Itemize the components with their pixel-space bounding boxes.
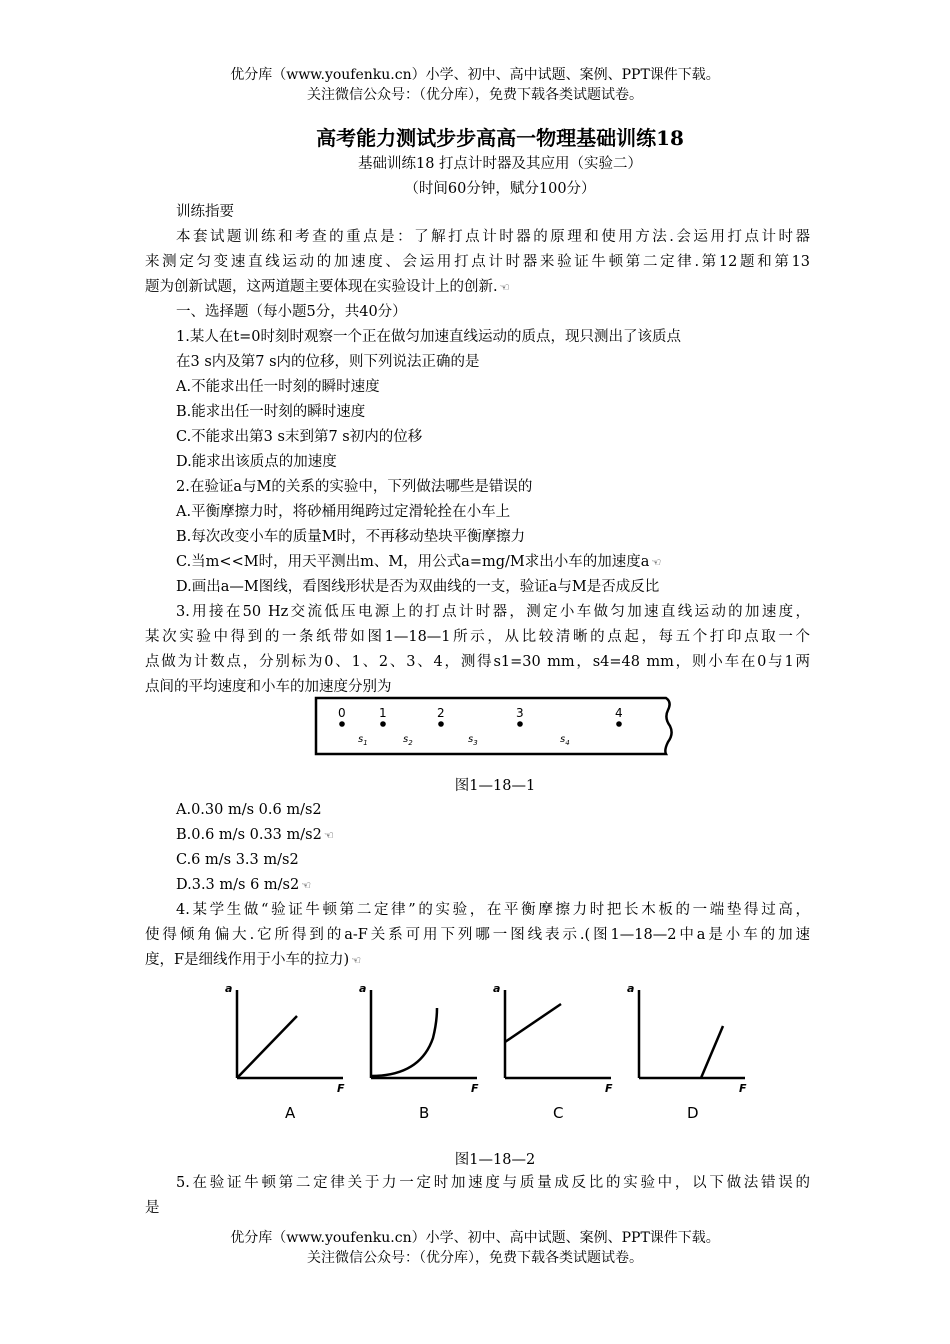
guide-line-3 — [145, 277, 509, 298]
q5-line-2: 是 — [145, 1200, 160, 1216]
q4-line-3 — [145, 950, 361, 971]
graph-d — [639, 990, 745, 1078]
hand-pointer-icon: ☜ — [351, 954, 362, 967]
q2-stem: 2.在验证a与M的关系的实验中，下列做法哪些是错误的 — [176, 479, 533, 495]
q3-line-3: 点做为计数点，分别标为0、1、2、3、4，测得s1=30 mm，s4=48 mm，则小车在0与1两 — [145, 654, 810, 670]
graph-a-x-label: F — [337, 1082, 345, 1095]
graph-b-x-label: F — [471, 1082, 479, 1095]
guide-line-2: 来测定匀变速直线运动的加速度、会运用打点计时器来验证牛顿第二定律.第12题和第13 — [145, 254, 810, 270]
q4-line-1: 4.某学生做“验证牛顿第二定律”的实验，在平衡摩擦力时把长木板的一端垫得过高， — [176, 902, 810, 918]
q2-option-a: A.平衡摩擦力时，将砂桶用绳跨过定滑轮拴在小车上 — [176, 504, 511, 520]
header-line-2: 关注微信公众号：（优分库），免费下载各类试题试卷。 — [307, 87, 643, 103]
graph-b — [371, 990, 477, 1078]
graph-a-line — [237, 1016, 297, 1078]
q3-option-c: C.6 m/s 3.3 m/s2 — [176, 852, 299, 868]
hand-pointer-icon: ☜ — [323, 829, 334, 842]
header-line-1: 优分库（www.youfenku.cn）小学、初中、高中试题、案例、PPT课件下载。 — [230, 67, 720, 83]
graph-c-x-label: F — [605, 1082, 613, 1095]
paper-tape-figure — [310, 694, 680, 758]
figure-2-caption: 图1—18—2 — [454, 1152, 536, 1168]
q1-option-b: B.能求出任一时刻的瞬时速度 — [176, 404, 366, 420]
tape-point-dot-0 — [339, 721, 345, 727]
q3-option-a: A.0.30 m/s 0.6 m/s2 — [176, 802, 322, 818]
tape-point-label-2: 2 — [437, 706, 445, 720]
hand-pointer-icon: ☜ — [301, 879, 312, 892]
section-heading: 一、选择题（每小题5分，共40分） — [176, 304, 407, 320]
graph-c-line — [505, 1004, 561, 1042]
tape-point-dot-4 — [616, 721, 622, 727]
graph-c-label: C — [553, 1104, 564, 1122]
guide-line-1: 本套试题训练和考查的重点是：了解打点计时器的原理和使用方法.会运用打点计时器 — [176, 229, 810, 245]
q1-option-a: A.不能求出任一时刻的瞬时速度 — [176, 379, 380, 395]
q2-option-c — [176, 552, 661, 573]
graph-b-curve — [371, 1008, 437, 1076]
tape-segment-label-1: $s_1$ — [358, 734, 368, 747]
page-subtitle: 基础训练18 打点计时器及其应用（实验二） — [357, 156, 643, 172]
hand-pointer-icon: ☜ — [499, 281, 510, 294]
q2-option-b: B.每次改变小车的质量M时，不再移动垫块平衡摩擦力 — [176, 529, 526, 545]
tape-point-dot-2 — [438, 721, 444, 727]
graph-a-label: A — [285, 1104, 296, 1122]
graph-d-x-label: F — [739, 1082, 747, 1095]
tape-segment-label-2: $s_2$ — [403, 734, 413, 747]
q4-line-3-text: 度，F是细线作用于小车的拉力) — [145, 952, 350, 968]
graph-b-y-label: a — [359, 982, 367, 995]
guide-line-3-text: 题为创新试题，这两道题主要体现在实验设计上的创新. — [145, 279, 498, 295]
q1-option-d: D.能求出该质点的加速度 — [176, 454, 337, 470]
footer-line-1: 优分库（www.youfenku.cn）小学、初中、高中试题、案例、PPT课件下载。 — [230, 1230, 720, 1246]
tape-segment-label-3: $s_3$ — [468, 734, 478, 747]
tape-point-label-4: 4 — [615, 706, 623, 720]
q1-stem-2: 在3 s内及第7 s内的位移，则下列说法正确的是 — [176, 354, 480, 370]
graph-d-label: D — [687, 1104, 699, 1122]
figure-1-caption: 图1—18—1 — [454, 778, 536, 794]
tape-point-dot-1 — [380, 721, 386, 727]
hand-pointer-icon: ☜ — [651, 556, 662, 569]
q2-option-c-text: C.当m<<M时，用天平测出m、M，用公式a=mg/M求出小车的加速度a — [176, 554, 650, 570]
graph-c-y-label: a — [493, 982, 501, 995]
q3-line-1: 3.用接在50 Hz交流低压电源上的打点计时器，测定小车做匀加速直线运动的加速度， — [176, 604, 810, 620]
tape-point-label-1: 1 — [379, 706, 387, 720]
graph-a-y-label: a — [225, 982, 233, 995]
q3-option-b-text: B.0.6 m/s 0.33 m/s2 — [176, 827, 322, 843]
guide-label: 训练指要 — [176, 204, 234, 220]
q3-option-d-text: D.3.3 m/s 6 m/s2 — [176, 877, 300, 893]
tape-segment-label-4: $s_4$ — [560, 734, 570, 747]
q1-option-c: C.不能求出第3 s末到第7 s初内的位移 — [176, 429, 423, 445]
a-f-graphs-figure — [215, 978, 775, 1128]
tape-point-label-0: 0 — [338, 706, 346, 720]
q1-stem-1: 1.某人在t=0时刻时观察一个正在做匀加速直线运动的质点，现只测出了该质点 — [176, 329, 682, 345]
graph-b-label: B — [419, 1104, 430, 1122]
q4-line-2: 使得倾角偏大.它所得到的a-F关系可用下列哪一图线表示.(图1—18—2中a是小车的加速 — [145, 927, 810, 943]
graph-d-y-label: a — [627, 982, 635, 995]
q3-line-2: 某次实验中得到的一条纸带如图1—18—1所示，从比较清晰的点起，每五个打印点取一个 — [145, 629, 810, 645]
footer-line-2: 关注微信公众号：（优分库），免费下载各类试题试卷。 — [307, 1250, 643, 1266]
q3-option-d — [176, 875, 311, 896]
graph-d-line — [701, 1026, 723, 1078]
time-note: （时间60分钟，赋分100分） — [404, 181, 596, 197]
page-title: 高考能力测试步步高高一物理基础训练18 — [316, 126, 684, 150]
q5-line-1: 5.在验证牛顿第二定律关于力一定时加速度与质量成反比的实验中，以下做法错误的 — [176, 1175, 810, 1191]
graph-a — [237, 990, 343, 1078]
tape-point-label-3: 3 — [516, 706, 524, 720]
q3-option-b — [176, 825, 334, 846]
tape-point-dot-3 — [517, 721, 523, 727]
q3-line-4: 点间的平均速度和小车的加速度分别为 — [145, 679, 392, 695]
q2-option-d: D.画出a—M图线，看图线形状是否为双曲线的一支，验证a与M是否成反比 — [176, 579, 660, 595]
graph-c — [505, 990, 611, 1078]
